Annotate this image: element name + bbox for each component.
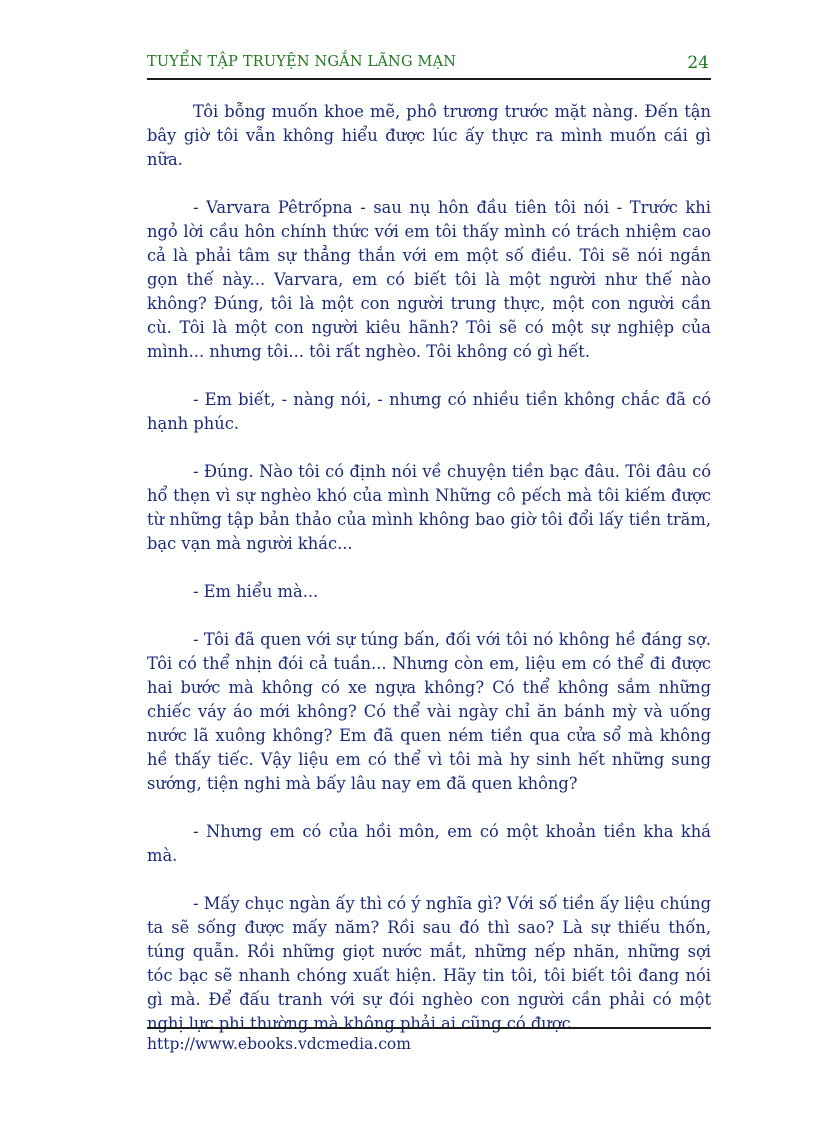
paragraph-2: - Varvara Pêtrốpna - sau nụ hôn đầu tiên tôi nói - Trước khi ngỏ lời cầu hôn chính thức với em tôi thấy mình có trách nhiệm cao cả là phải tâm sự thẳng thắn với em một số điều. Tôi sẽ nói ngắn gọn thế này... Varvara, em có biết tôi là một người như thế nào không? Đúng, tôi là một con người trung thực, một con người cần cù. Tôi là một con người kiêu hãnh? Tôi sẽ có một sự nghiệp của mình... nhưng tôi... tôi rất nghèo. Tôi không có gì hết. — [147, 198, 711, 361]
paragraph-4: - Đúng. Nào tôi có định nói về chuyện tiền bạc đâu. Tôi đâu có hổ thẹn vì sự nghèo khó của mình Những cô pếch mà tôi kiếm được từ những tập bản thảo của mình không bao giờ tôi đổi lấy tiền trăm, bạc vạn mà người khác... — [147, 462, 711, 553]
paragraph-3: - Em biết, - nàng nói, - nhưng có nhiều tiền không chắc đã có hạnh phúc. — [147, 390, 711, 433]
book-title: TUYỂN TẬP TRUYỆN NGẮN LÃNG MẠN — [147, 54, 457, 70]
paragraph-1: Tôi bỗng muốn khoe mẽ, phô trương trước mặt nàng. Đến tận bây giờ tôi vẫn không hiểu được lúc ấy thực ra mình muốn cái gì nữa. — [147, 102, 711, 169]
paragraph-8: - Mấy chục ngàn ấy thì có ý nghĩa gì? Với số tiền ấy liệu chúng ta sẽ sống được mấy năm? Rồi sau đó thì sao? Là sự thiếu thốn, túng quẫn. Rồi những giọt nước mắt, những nếp nhăn, những sợi tóc bạc sẽ nhanh chóng xuất hiện. Hãy tin tôi, tôi biết tôi đang nói gì mà. Để đấu tranh với sự đói nghèo con người cần phải có một nghị lực phi thường mà không phải ai cũng có được. — [147, 894, 711, 1033]
footer-website-link[interactable]: http://www.ebooks.vdcmedia.com — [147, 1035, 411, 1053]
paragraph-5: - Em hiểu mà... — [193, 582, 319, 601]
paragraph-7: - Nhưng em có của hồi môn, em có một khoản tiền kha khá mà. — [147, 822, 711, 865]
page-number: 24 — [687, 53, 709, 73]
footer-divider — [147, 1027, 711, 1029]
page-body — [147, 100, 711, 1060]
paragraph-6: - Tôi đã quen với sự túng bấn, đối với tôi nó không hề đáng sợ. Tôi có thể nhịn đói cả tuần... Nhưng còn em, liệu em có thể đi được hai bước mà không có xe ngựa không? Có thể không sắm những chiếc váy áo mới không? Có thể vài ngày chỉ ăn bánh mỳ và uống nước lã xuông không? Em đã quen ném tiền qua cửa sổ mà không hề thấy tiếc. Vậy liệu em có thể vì tôi mà hy sinh hết những sung sướng, tiện nghi mà bấy lâu nay em đã quen không? — [147, 630, 711, 793]
page-header — [147, 54, 711, 80]
